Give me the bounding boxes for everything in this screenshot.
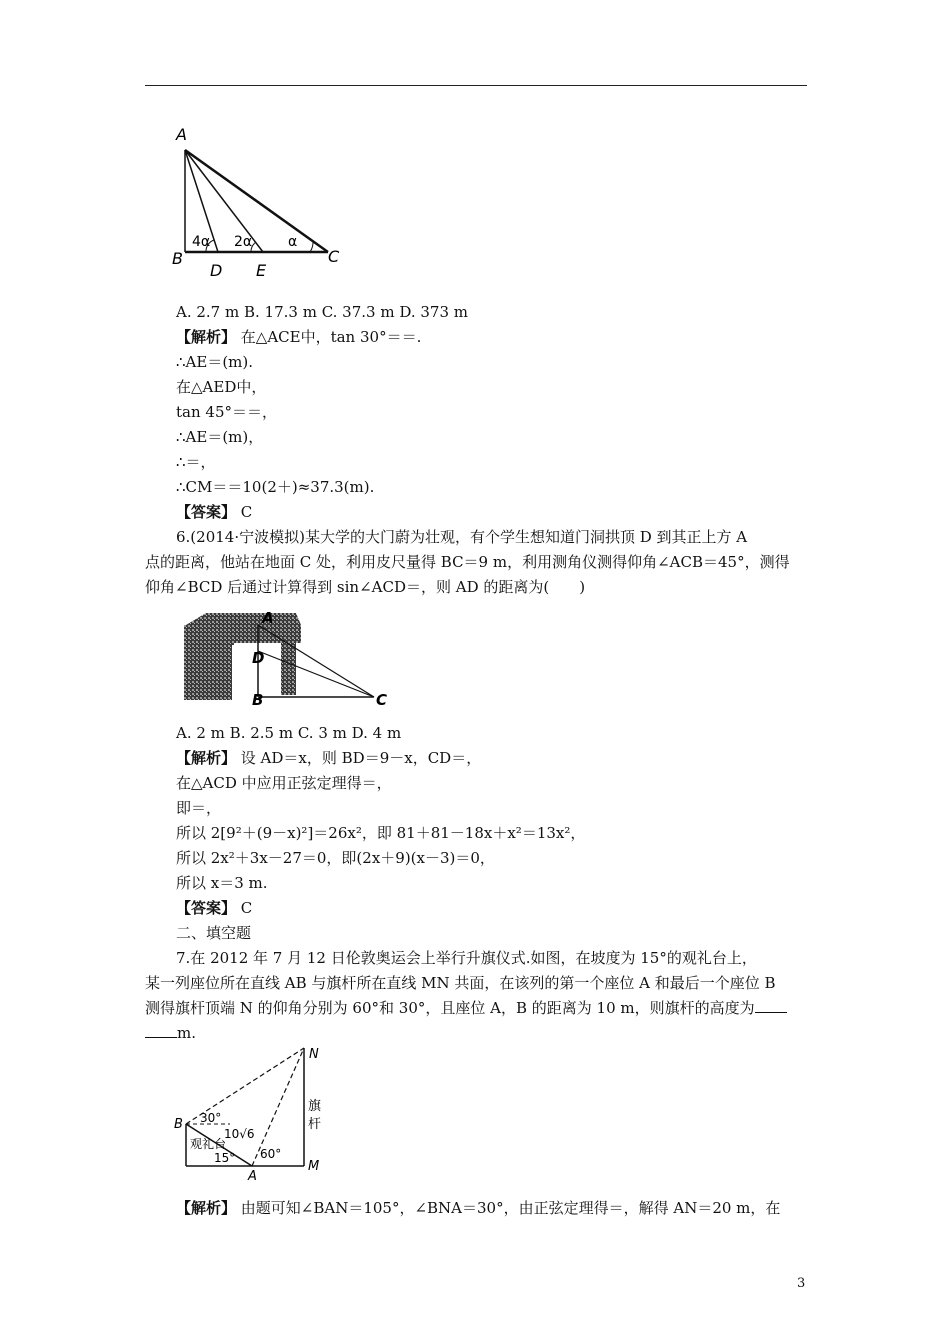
q6-solution-line-3: 即＝，: [176, 799, 222, 817]
arch-label-D: D: [252, 649, 265, 667]
q5-answer: 【答案】 C: [176, 503, 253, 521]
label-D: D: [210, 261, 223, 280]
q5-solution-line-3: 在△AED中，: [176, 378, 267, 396]
q6-answer-tag: 【答案】: [176, 899, 237, 917]
arch-figure: [176, 605, 396, 710]
q6-solution-line-6: 所以 x＝3 m.: [176, 874, 268, 892]
q6-stem-line-3: 仰角∠BCD 后通过计算得到 sin∠ACD＝，则 AD 的距离为( ): [145, 578, 586, 596]
flag-label-A: A: [248, 1169, 257, 1180]
q5-options: A. 2.7 m B. 17.3 m C. 37.3 m D. 373 m: [176, 303, 468, 321]
q7-stem-line-2: 某一列座位所在直线 AB 与旗杆所在直线 MN 共面，在该列的第一个座位 A 和最后一个座位 B: [145, 974, 776, 992]
answer-blank[interactable]: [755, 998, 787, 1013]
stand-label: 观礼台: [190, 1137, 227, 1151]
q5-solution-line-4: tan 45°＝＝，: [176, 403, 277, 421]
angle-4a: 4α: [192, 234, 211, 250]
flag-angle-30: 30°: [200, 1111, 222, 1125]
q5-solution-line-6: ∴＝，: [176, 453, 216, 471]
answer-blank-continued[interactable]: [145, 1023, 177, 1038]
angle-2a: 2α: [234, 234, 253, 250]
q6-stem-line-2: 点的距离，他站在地面 C 处，利用皮尺量得 BC＝9 m，利用测角仪测得仰角∠ACB＝45°，测得: [145, 553, 790, 571]
q6-options: A. 2 m B. 2.5 m C. 3 m D. 4 m: [176, 724, 402, 742]
flag-label-M: M: [308, 1159, 320, 1174]
triangle-figure-1: [170, 120, 350, 280]
q6-solution-line-1: 【解析】 设 AD＝x，则 BD＝9－x，CD＝，: [176, 749, 482, 767]
label-C: C: [328, 247, 340, 266]
label-E: E: [256, 261, 267, 280]
flag-length-label: 10√6: [224, 1127, 255, 1141]
arch-label-C: C: [376, 691, 388, 709]
arch-label-A: A: [262, 609, 274, 627]
q5-solution-line-2: ∴AE＝(m).: [176, 353, 254, 371]
label-B: B: [172, 249, 183, 268]
q6-solution-tag: 【解析】: [176, 749, 237, 767]
q6-solution-line-5: 所以 2x²＋3x－27＝0，即(2x＋9)(x－3)＝0，: [176, 849, 495, 867]
q7-solution-tag: 【解析】: [176, 1199, 237, 1217]
angle-a: α: [288, 234, 298, 250]
flag-angle-15: 15°: [214, 1151, 236, 1165]
q6-stem-line-1: 6.(2014·宁波模拟)某大学的大门蔚为壮观，有个学生想知道门洞拱顶 D 到其正上方 A: [176, 528, 748, 546]
header-rule: [145, 85, 807, 86]
page-number: 3: [797, 1276, 806, 1291]
pole-label-2: 杆: [308, 1117, 322, 1132]
flag-label-N: N: [309, 1047, 319, 1062]
q5-solution-line-5: ∴AE＝(m)，: [176, 428, 264, 446]
q6-solution-line-2: 在△ACD 中应用正弦定理得＝，: [176, 774, 392, 792]
q7-stem-line-1: 7.在 2012 年 7 月 12 日伦敦奥运会上举行升旗仪式.如图，在坡度为 15°的观礼台上，: [176, 949, 757, 967]
q7-solution-line-1: 【解析】 由题可知∠BAN＝105°，∠BNA＝30°，由正弦定理得＝，解得 AN＝20 m，在: [176, 1199, 781, 1217]
q5-answer-tag: 【答案】: [176, 503, 237, 521]
q5-solution-line-7: ∴CM＝＝10(2＋)≈37.3(m).: [176, 478, 375, 496]
label-A: A: [176, 125, 187, 144]
flag-label-B: B: [174, 1117, 183, 1132]
flag-angle-60: 60°: [260, 1147, 282, 1161]
arch-label-B: B: [252, 691, 264, 709]
q5-solution-tag: 【解析】: [176, 328, 237, 346]
q6-answer: 【答案】 C: [176, 899, 253, 917]
q5-solution-line-1: 【解析】 在△ACE中，tan 30°＝＝.: [176, 328, 422, 346]
pole-label-1: 旗: [308, 1099, 322, 1114]
q6-solution-line-4: 所以 2[9²＋(9－x)²]＝26x²，即 81＋81－18x＋x²＝13x²，: [176, 824, 586, 842]
q7-stem-line-4: m.: [145, 1023, 196, 1043]
flagpole-figure: [170, 1040, 340, 1180]
q7-stem-line-3: 测得旗杆顶端 N 的仰角分别为 60°和 30°，且座位 A，B 的距离为 10 m，则旗杆的高度为: [145, 998, 787, 1018]
section-heading: 二、填空题: [176, 924, 252, 942]
